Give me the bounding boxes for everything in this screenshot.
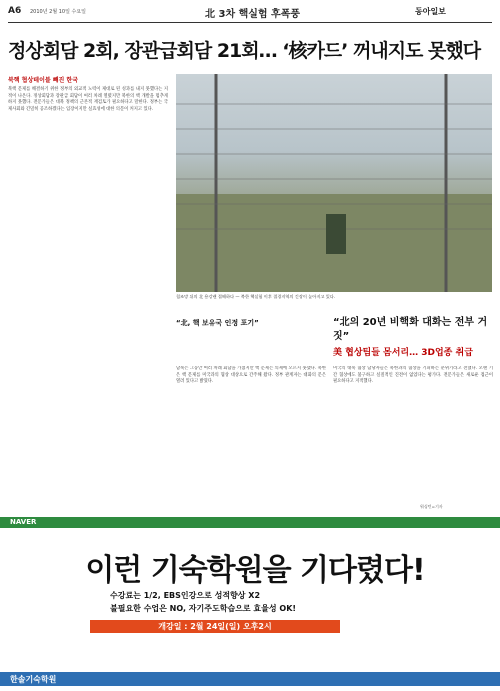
fence-illustration	[176, 74, 492, 292]
section-title: 北 3차 핵실험 후폭풍	[205, 9, 301, 20]
byline: 워싱턴=기자	[420, 504, 443, 509]
mid-column-body: 남북은 그동안 여러 차례 회담을 가졌지만 핵 문제는 의제에 오르지 못했다. 북한은 핵 문제를 미국과의 협상 대상으로 간주해 왔다. 정부 관계자는 대화의 문은 열려 있다고 밝혔다.	[176, 366, 326, 385]
photo-caption: 철조망 뒤의 北 용강랜 접해하다 — 북한 핵실험 이후 접경지역의 긴장이 높아지고 있다.	[176, 294, 336, 299]
left-column-head: 북핵 협상테이블 빼진 한국	[8, 77, 79, 84]
ad-footer-brand: 한솔기숙학원	[10, 675, 57, 684]
border-fence-photo	[176, 74, 492, 292]
mid-column	[176, 366, 326, 511]
right-column	[333, 366, 493, 511]
left-column-body: 북핵 문제를 해결하기 위한 정부의 외교적 노력이 제대로 된 성과를 내지 못했다는 지적이 나온다. 정상회담과 장관급 회담이 여러 차례 열렸지만 북한의 핵 개발을 멈추게 하지 못했다. 전문가들은 대북 정책의 근본적 재검토가 필요하다고 말한다. 정부는 국제사회와 긴밀히 공조하겠다는 입장이지만 실효성에 대한 의문이 커지고 있다.	[8, 87, 168, 112]
ad-sub2: 불필요한 수업은 NO, 자기주도학습으로 효율성 OK!	[110, 604, 297, 613]
ad-title: 이런 기숙학원을 기다렸다!	[85, 553, 425, 588]
issue-date: 2010년 2월 10일 수요일	[30, 9, 87, 15]
mid-subhead: “北, 핵 보유국 인정 포기”	[176, 319, 259, 327]
right-quote: “北의 20년 비핵화 대화는 전부 거짓”	[333, 317, 488, 342]
newspaper-logo: 동아일보	[415, 7, 446, 16]
header-divider	[8, 22, 492, 23]
right-column-body: 미국의 대북 협상 담당자들은 북한과의 협상을 기피하는 분위기라고 전했다. 오랜 기간 협상에도 불구하고 실질적인 진전이 없었다는 평가다. 전문가들은 새로운 접근이 필요하다고 지적했다.	[333, 366, 493, 385]
left-column	[8, 75, 168, 365]
ad-brand: NAVER	[10, 518, 37, 526]
right-quote-sub: 美 협상팀들 몸서리… 3D업종 취급	[333, 348, 473, 358]
ad-brand-bar	[0, 517, 500, 528]
ad-sub1: 수강료는 1/2, EBS인강으로 성적향상 X2	[110, 591, 261, 600]
page-header	[0, 0, 500, 24]
ad-open-date: 개강일 : 2월 24일(일) 오후2시	[90, 620, 340, 633]
ad-footer	[0, 672, 500, 686]
page-number: A6	[8, 6, 22, 16]
main-headline: 정상회담 2회, 장관급회담 21회… ‘核카드’ 꺼내지도 못했다	[8, 40, 481, 62]
